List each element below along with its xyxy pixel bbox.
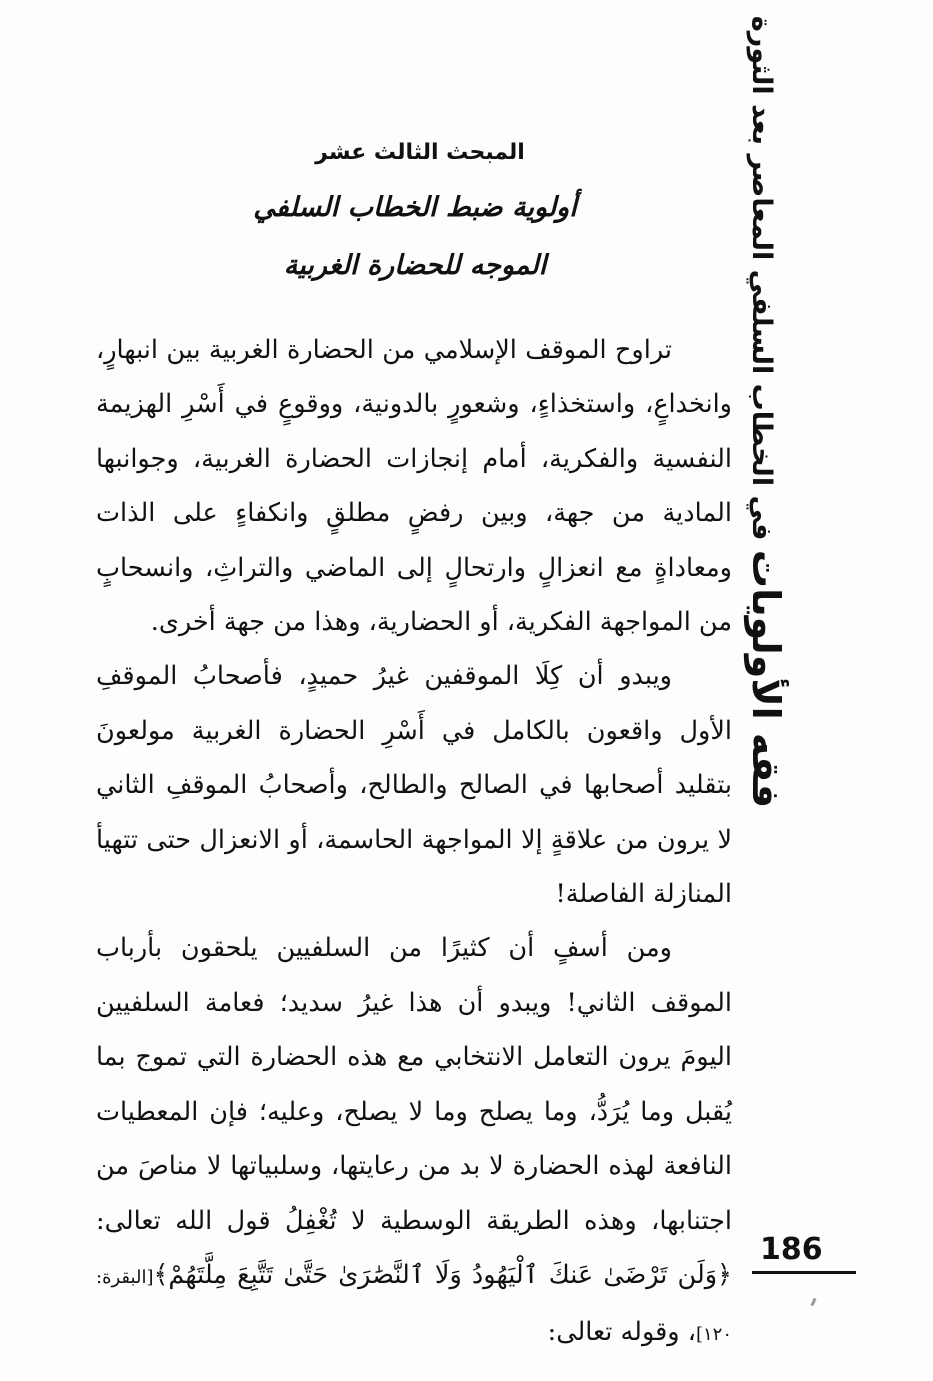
chapter-title-line-1: أولوية ضبط الخطاب السلفي xyxy=(253,192,577,223)
page-number: 186 xyxy=(760,1232,823,1267)
paragraph-3-text: ومن أسفٍ أن كثيرًا من السلفيين يلحقون بأرباب الموقف الثاني! ويبدو أن هذا غيرُ سديد؛ فعامة السلفيين اليومَ يرون التعامل الانتخابي مع هذه الحضارة التي تموج بما يُقبل وما يُرَدُّ، وما يصلح وما لا يصلح، وعليه؛ فإن المعطيات النافعة لهذه الحضارة لا بد من رعايتها، وسلبياتها لا مناصَ من اجتنابها، وهذه الطريقة الوسطية لا تُغْفِلُ قول الله تعالى: xyxy=(96,933,732,1236)
running-header-text xyxy=(744,16,788,808)
paragraph-3-tail: ، وقوله تعالى: xyxy=(547,1317,696,1348)
running-header xyxy=(738,15,794,809)
quran-verse: ﴿وَلَن تَرْضَىٰ عَنكَ ٱلْيَهُودُ وَلَا ٱلنَّصَٰرَىٰ حَتَّىٰ تَتَّبِعَ مِلَّتَهُمْ﴾ xyxy=(153,1259,732,1290)
verse-reference: [البقرة: ١٢٠] xyxy=(96,1266,732,1346)
footer-rule xyxy=(752,1271,856,1274)
paragraph-3 xyxy=(96,921,732,1362)
chapter-title-line-2: الموجه للحضارة الغربية xyxy=(283,250,547,281)
section-label: المبحث الثالث عشر xyxy=(315,140,525,165)
body-text xyxy=(96,323,732,1363)
running-header-rest: في الخطاب السلفي المعاصر بعد الثورة xyxy=(746,15,778,541)
paragraph-2: ويبدو أن كِلَا الموقفين غيرُ حميدٍ، فأصحابُ الموقفِ الأول واقعون بالكامل في أَسْرِ الحضارة الغربية مولعونَ بتقليد أصحابها في الصالح والطالح، وأصحابُ الموقفِ الثاني لا يرون من علاقةٍ إلا المواجهة الحاسمة، أو الانعزال حتى تتهيأ المنازلة الفاصلة! xyxy=(96,661,732,910)
paragraph-1: تراوح الموقف الإسلامي من الحضارة الغربية بين انبهارٍ، وانخداعٍ، واستخذاءٍ، وشعورٍ بالدونية، ووقوعٍ في أَسْرِ الهزيمة النفسية والفكرية، أمام إنجازات الحضارة الغربية، وجوانبها المادية من جهة، وبين رفضٍ مطلقٍ وانكفاءٍ على الذات ومعاداةٍ مع انعزالٍ وارتحالٍ إلى الماضي والتراثِ، وانسحابٍ من المواجهة الفكرية، أو الحضارية، وهذا من جهة أخرى. xyxy=(96,335,732,638)
running-header-lead: فقه الأولويات xyxy=(744,549,789,809)
scan-speck xyxy=(810,1298,816,1307)
